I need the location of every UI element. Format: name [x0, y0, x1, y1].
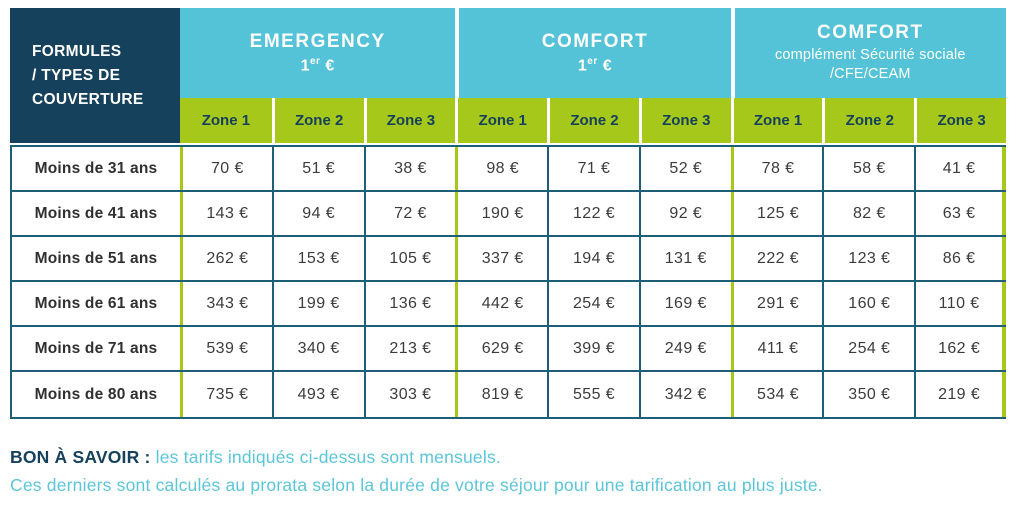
corner-line-2: / TYPES DE: [32, 66, 121, 84]
footer-line-1: [10, 443, 823, 471]
group-subtitle-comfort-complement: [775, 46, 966, 84]
zone-header-g2-z2: Zone 2: [547, 98, 639, 143]
price-cell: 343 €: [180, 282, 272, 325]
table-row: [12, 147, 1006, 192]
price-cell: 254 €: [547, 282, 639, 325]
price-cell: 110 €: [914, 282, 1006, 325]
row-label: Moins de 71 ans: [12, 327, 180, 370]
price-cell: 160 €: [822, 282, 914, 325]
subtitle-line-1: complément Sécurité sociale: [774, 47, 966, 63]
row-label: Moins de 31 ans: [12, 147, 180, 190]
price-cell: 442 €: [455, 282, 547, 325]
price-cell: 94 €: [272, 192, 364, 235]
price-cell: 123 €: [822, 237, 914, 280]
group-header-emergency: [180, 8, 455, 98]
price-cell: 105 €: [364, 237, 456, 280]
price-cell: 190 €: [455, 192, 547, 235]
row-label: Moins de 61 ans: [12, 282, 180, 325]
row-label: Moins de 41 ans: [12, 192, 180, 235]
price-cell: 340 €: [272, 327, 364, 370]
price-cell: 63 €: [914, 192, 1006, 235]
footer-text-1: les tarifs indiqués ci-dessus sont mensuels.: [155, 447, 501, 467]
price-cell: 199 €: [272, 282, 364, 325]
price-cell: 70 €: [180, 147, 272, 190]
table-body: [10, 145, 1006, 419]
price-cell: 291 €: [731, 282, 823, 325]
table-row: [12, 282, 1006, 327]
price-cell: 399 €: [547, 327, 639, 370]
price-cell: 122 €: [547, 192, 639, 235]
group-title-emergency: EMERGENCY: [249, 30, 386, 52]
price-cell: 629 €: [455, 327, 547, 370]
group-subtitle-comfort: 1er €: [577, 55, 613, 75]
table-row: [12, 192, 1006, 237]
group-subtitle-emergency: 1er €: [300, 55, 335, 75]
zone-header-g1-z1: Zone 1: [180, 98, 272, 143]
price-cell: 92 €: [639, 192, 731, 235]
zone-header-g2-z1: Zone 1: [455, 98, 547, 143]
price-cell: 125 €: [731, 192, 823, 235]
price-cell: 162 €: [914, 327, 1006, 370]
zone-header-g3-z1: Zone 1: [731, 98, 823, 143]
group-header-comfort-complement: [731, 8, 1006, 98]
price-cell: 735 €: [180, 372, 272, 417]
price-cell: 52 €: [639, 147, 731, 190]
price-cell: 254 €: [822, 327, 914, 370]
table-row: [12, 237, 1006, 282]
price-cell: 86 €: [914, 237, 1006, 280]
price-cell: 143 €: [180, 192, 272, 235]
price-cell: 213 €: [364, 327, 456, 370]
price-cell: 136 €: [364, 282, 456, 325]
price-cell: 51 €: [272, 147, 364, 190]
zone-header-g1-z3: Zone 3: [364, 98, 456, 143]
price-cell: 819 €: [455, 372, 547, 417]
price-cell: 58 €: [822, 147, 914, 190]
price-cell: 534 €: [731, 372, 823, 417]
price-cell: 555 €: [547, 372, 639, 417]
row-label: Moins de 51 ans: [12, 237, 180, 280]
group-title-comfort-complement: COMFORT: [817, 22, 924, 43]
zone-header-g3-z2: Zone 2: [822, 98, 914, 143]
price-cell: 78 €: [731, 147, 823, 190]
price-cell: 98 €: [455, 147, 547, 190]
table-row: [12, 327, 1006, 372]
price-cell: 350 €: [822, 372, 914, 417]
row-label: Moins de 80 ans: [12, 372, 180, 417]
price-cell: 72 €: [364, 192, 456, 235]
price-cell: 153 €: [272, 237, 364, 280]
footer-line-2: Ces derniers sont calculés au prorata selon la durée de votre séjour pour une tarification au plus juste.: [10, 475, 823, 495]
table-header: [10, 8, 1006, 143]
price-cell: 131 €: [639, 237, 731, 280]
price-cell: 219 €: [914, 372, 1006, 417]
price-cell: 169 €: [639, 282, 731, 325]
price-cell: 493 €: [272, 372, 364, 417]
zone-header-g1-z2: Zone 2: [272, 98, 364, 143]
group-title-comfort: COMFORT: [541, 30, 649, 52]
footer-bold-label: BON À SAVOIR :: [10, 447, 151, 467]
table-row: [12, 372, 1006, 417]
price-cell: 82 €: [822, 192, 914, 235]
price-cell: 539 €: [180, 327, 272, 370]
corner-line-1: FORMULES: [32, 42, 122, 60]
price-cell: 337 €: [455, 237, 547, 280]
subtitle-line-2: /CFE/CEAM: [829, 66, 911, 82]
price-cell: 41 €: [914, 147, 1006, 190]
pricing-table: [10, 8, 1006, 419]
zone-header-g3-z3: Zone 3: [914, 98, 1006, 143]
group-header-comfort: [455, 8, 730, 98]
footer-note: [10, 443, 823, 499]
corner-line-3: COUVERTURE: [32, 90, 144, 108]
price-cell: 249 €: [639, 327, 731, 370]
price-cell: 38 €: [364, 147, 456, 190]
price-cell: 262 €: [180, 237, 272, 280]
price-cell: 342 €: [639, 372, 731, 417]
price-cell: 71 €: [547, 147, 639, 190]
price-cell: 194 €: [547, 237, 639, 280]
price-cell: 303 €: [364, 372, 456, 417]
price-cell: 222 €: [731, 237, 823, 280]
zone-header-g2-z3: Zone 3: [639, 98, 731, 143]
corner-header-formules: [10, 8, 180, 143]
price-cell: 411 €: [731, 327, 823, 370]
